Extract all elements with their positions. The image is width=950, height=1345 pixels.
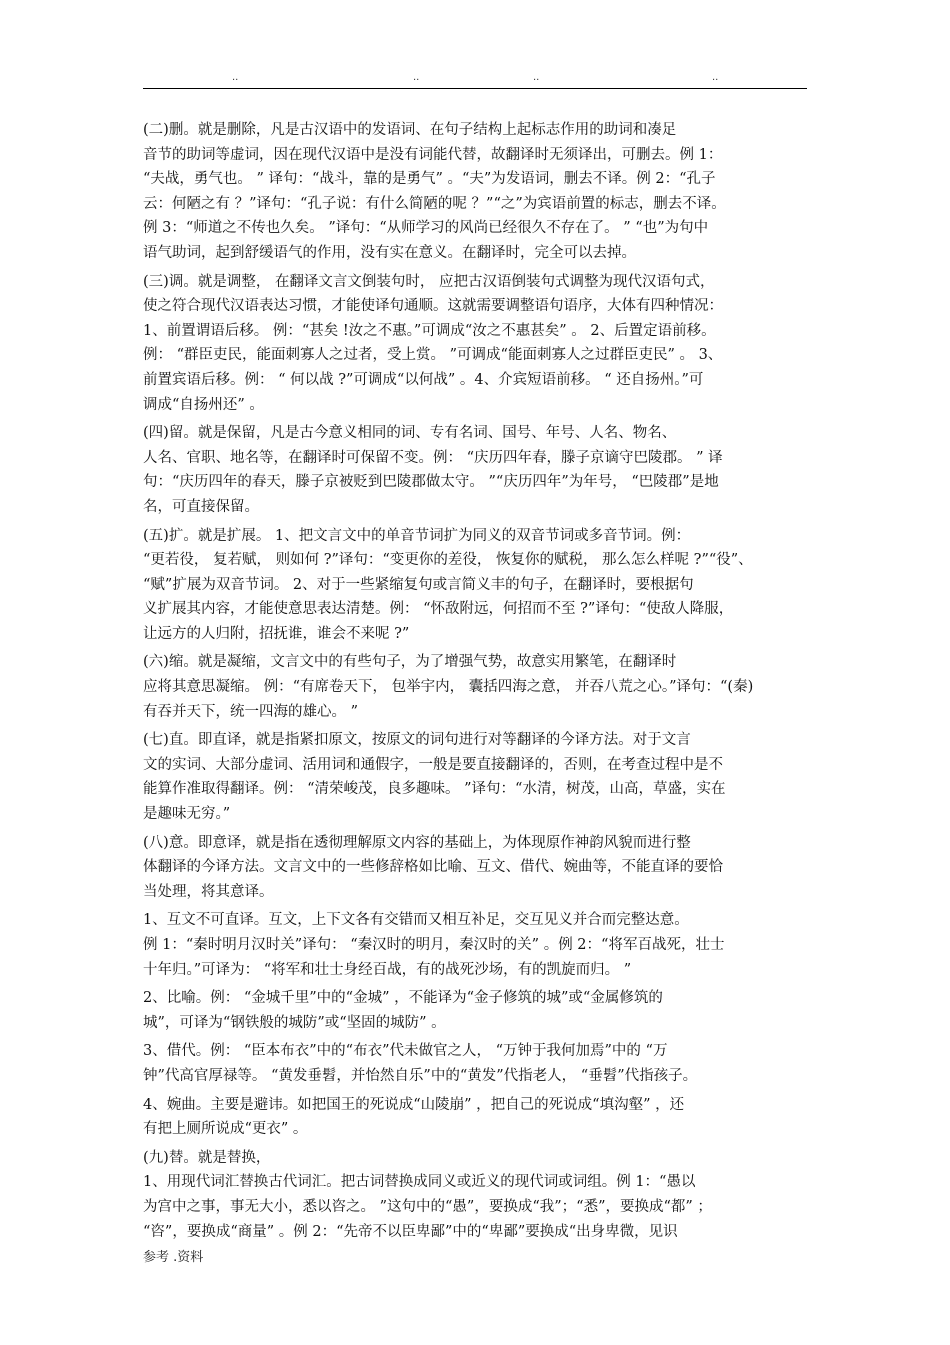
header-dot-3: .. bbox=[533, 72, 540, 83]
text-line: 音节的助词等虚词，因在现代汉语中是没有词能代替，故翻译时无须译出，可删去。例 1： bbox=[143, 146, 723, 163]
text-line: 钟”代高官厚禄等。 “黄发垂髫，并怡然自乐”中的“黄发”代指老人， “垂髫”代指孩子。 bbox=[143, 1067, 698, 1084]
text-line: (七)直。即直译，就是指紧扣原文，按原文的词句进行对等翻译的今译方法。对于文言 bbox=[143, 732, 691, 749]
text-line: 1、互文不可直译。互文，上下文各有交错而又相互补足，交互见义并合而完整达意。 bbox=[143, 912, 689, 929]
text-line: 为宫中之事，事无大小，悉以咨之。 ”这句中的“愚”，要换成“我”；“悉”，要换成“都” ； bbox=[143, 1198, 712, 1215]
document-body bbox=[143, 118, 811, 1244]
text-line: “赋”扩展为双音节词。 2、对于一些紧缩复句或言简义丰的句子，在翻译时，要根据句 bbox=[143, 576, 694, 593]
text-line: 是趣味无穷。” bbox=[143, 806, 231, 823]
text-line: (三)调。就是调整， 在翻译文言文倒装句时， 应把古汉语倒装句式调整为现代汉语句式， bbox=[143, 273, 715, 290]
text-line: 前置宾语后移。例： “ 何以战 ?”可调成“以何战” 。4、介宾短语前移。 “ 还自扬州。”可 bbox=[143, 371, 704, 388]
text-line: 义扩展其内容，才能使意思表达清楚。例： “怀敌附远，何招而不至 ?”译句：“使敌人降服， bbox=[143, 601, 734, 618]
text-line: (六)缩。就是凝缩，文言文中的有些句子，为了增强气势，故意实用繁笔，在翻译时 bbox=[143, 654, 677, 671]
text-line: “更若役， 复若赋， 则如何 ?”译句：“变更你的差役， 恢复你的赋税， 那么怎么样呢 ?”“役”、 bbox=[143, 552, 753, 569]
text-line: 句：“庆历四年的春天，滕子京被贬到巴陵郡做太守。 ”“庆历四年”为年号， “巴陵郡”是地 bbox=[143, 474, 719, 491]
text-line: 4、婉曲。主要是避讳。如把国王的死说成“山陵崩” ，把自己的死说成“填沟壑” ，还 bbox=[143, 1096, 685, 1113]
text-line: 例 3：“师道之不传也久矣。 ”译句：“从师学习的风尚已经很久不存在了。 ” “也”为句中 bbox=[143, 220, 709, 237]
footer-text: 参考 .资料 bbox=[143, 1250, 204, 1265]
text-line: 人名、官职、地名等，在翻译时可保留不变。例： “庆历四年春，滕子京谪守巴陵郡。 ” 译 bbox=[143, 449, 723, 466]
text-line: (四)留。就是保留，凡是古今意义相同的词、专有名词、国号、年号、人名、物名、 bbox=[143, 425, 677, 442]
text-line: 当处理，将其意译。 bbox=[143, 883, 274, 900]
text-line: (五)扩。就是扩展。 1、把文言文中的单音节词扩为同义的双音节词或多音节词。例： bbox=[143, 527, 691, 544]
header-dot-2: .. bbox=[413, 72, 420, 83]
header-dot-4: .. bbox=[712, 72, 719, 83]
text-line: 能算作准取得翻译。例： “清荣峻茂，良多趣味。 ”译句：“水清，树茂，山高，草盛，实在 bbox=[143, 781, 726, 798]
text-line: 调成“自扬州还” 。 bbox=[143, 396, 264, 413]
text-line: 文的实词、大部分虚词、活用词和通假字，一般是要直接翻译的，否则，在考查过程中是不 bbox=[143, 756, 723, 773]
text-line: 云：何陋之有 ？”译句：“孔子说：有什么简陋的呢 ？”“之”为宾语前置的标志，删去不译。 bbox=[143, 195, 726, 212]
text-line: (九)替。就是替换， bbox=[143, 1149, 271, 1166]
text-line: 3、借代。例： “臣本布衣”中的“布衣”代未做官之人， “万钟于我何加焉”中的 “万 bbox=[143, 1043, 668, 1060]
header-dot-1: .. bbox=[232, 72, 239, 83]
text-line: 2、比喻。例： “金城千里”中的“金城” ，不能译为“金子修筑的城”或“金属修筑的 bbox=[143, 990, 663, 1007]
text-line: 有吞并天下，统一四海的雄心。 ” bbox=[143, 703, 359, 720]
text-line: 有把上厕所说成“更衣” 。 bbox=[143, 1121, 308, 1138]
text-line: “夫战，勇气也。 ” 译句：“战斗，靠的是勇气” 。“夫”为发语词，删去不译。例 2：“孔子 bbox=[143, 171, 716, 188]
text-line: 使之符合现代汉语表达习惯，才能使译句通顺。这就需要调整语句语序，大体有四种情况： bbox=[143, 298, 723, 315]
text-line: 例 1：“秦时明月汉时关”译句： “秦汉时的明月，秦汉时的关” 。例 2：“将军百战死，壮士 bbox=[143, 937, 725, 953]
text-line: 1、用现代词汇替换古代词汇。把古词替换成同义或近义的现代词或词组。例 1：“愚以 bbox=[143, 1174, 696, 1191]
text-line: (八)意。即意译，就是指在透彻理解原文内容的基础上，为体现原作神韵风貌而进行整 bbox=[143, 834, 691, 851]
header-rule bbox=[143, 88, 807, 89]
text-line: 1、前置谓语后移。 例：“甚矣 !汝之不惠。”可调成“汝之不惠甚矣” 。 2、后置定语前移。 bbox=[143, 322, 716, 339]
text-line: 十年归。”可译为： “将军和壮士身经百战，有的战死沙场，有的凯旋而归。 ” bbox=[143, 961, 632, 978]
text-line: 城”，可译为“钢铁般的城防”或“坚固的城防” 。 bbox=[143, 1014, 446, 1031]
text-line: 例： “群臣吏民，能面刺寡人之过者，受上赏。 ”可调成“能面刺寡人之过群臣吏民” 。 3、 bbox=[143, 347, 723, 364]
text-line: “咨”，要换成“商量” 。例 2：“先帝不以臣卑鄙”中的“卑鄙”要换成“出身卑微，见识 bbox=[143, 1223, 678, 1240]
text-line: 体翻译的今译方法。文言文中的一些修辞格如比喻、互文、借代、婉曲等，不能直译的要恰 bbox=[143, 859, 723, 876]
text-line: 应将其意思凝缩。 例：“有席卷天下， 包举宇内， 囊括四海之意， 并吞八荒之心。”译句：“(秦) bbox=[143, 679, 754, 696]
text-line: 语气助词，起到舒缓语气的作用，没有实在意义。在翻译时，完全可以去掉。 bbox=[143, 244, 636, 261]
text-line: (二)删。就是删除，凡是古汉语中的发语词、在句子结构上起标志作用的助词和凑足 bbox=[143, 122, 677, 138]
text-line: 名，可直接保留。 bbox=[143, 498, 259, 515]
text-line: 让远方的人归附，招抚谁，谁会不来呢 ?” bbox=[143, 625, 410, 642]
